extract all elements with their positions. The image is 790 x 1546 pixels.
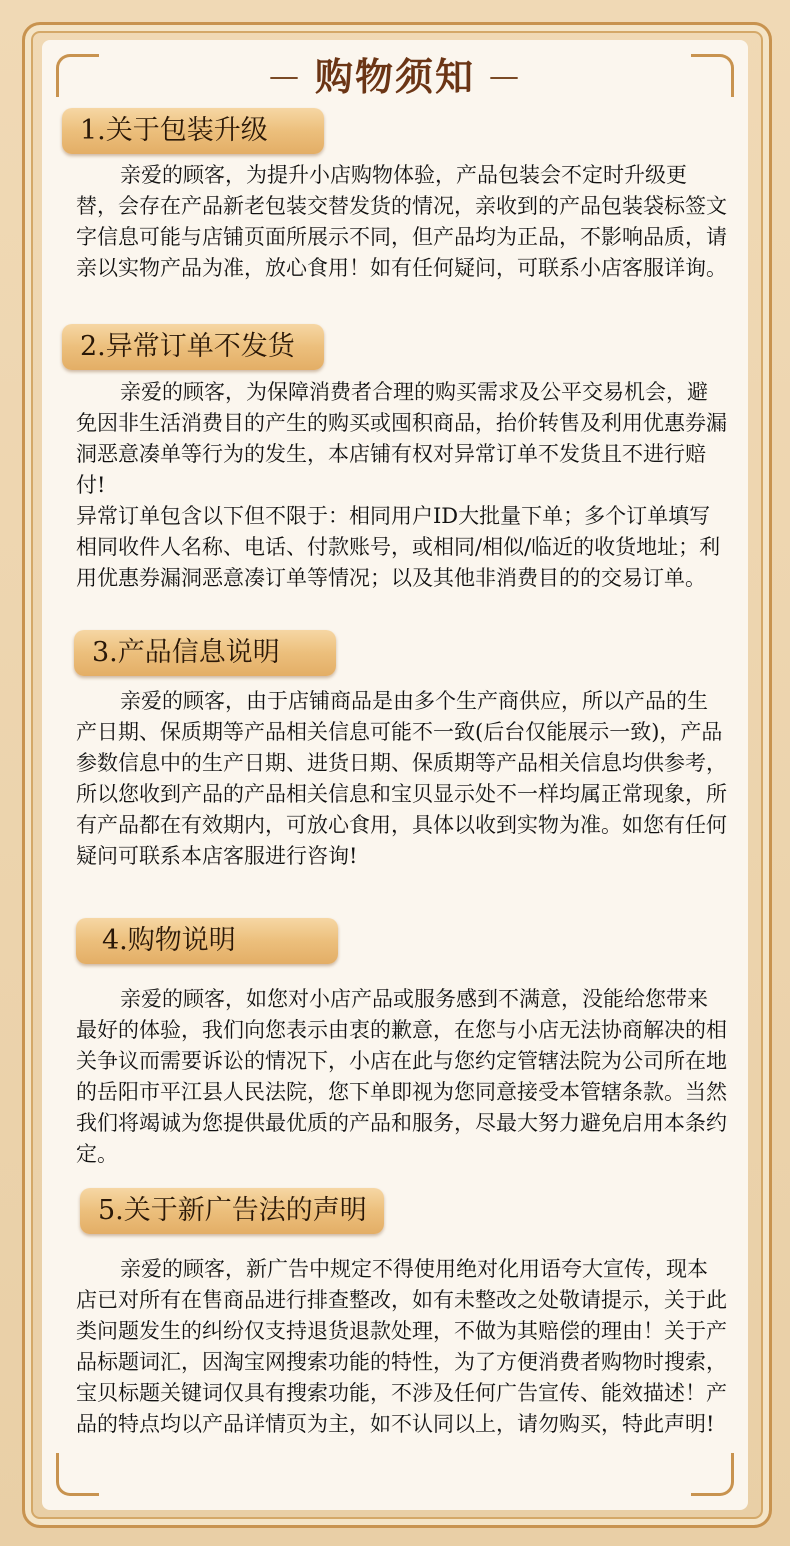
section-heading-shopping-notes: 4.购物说明 <box>76 918 338 964</box>
section-body-abnormal-orders <box>76 377 728 594</box>
paragraph: 异常订单包含以下但不限于：相同用户ID大批量下单；多个订单填写相同收件人名称、电话、付款账号，或相同/相似/临近的收货地址；利用优惠券漏洞恶意凑订单等情况；以及其他非消费目的的交易订单。 <box>76 504 721 590</box>
section-heading-ad-law: 5.关于新广告法的声明 <box>80 1188 384 1234</box>
corner-ornament <box>691 1453 734 1496</box>
section-heading-packaging: 1.关于包装升级 <box>62 108 324 154</box>
paragraph: 亲爱的顾客，为提升小店购物体验，产品包装会不定时升级更替，会存在产品新老包装交替发货的情况，亲收到的产品包装袋标签文字信息可能与店铺页面所展示不同，但产品均为正品，不影响品质，请亲以实物产品为准，放心食用！如有任何疑问，可联系小店客服详询。 <box>76 163 727 280</box>
paragraph: 亲爱的顾客，新广告中规定不得使用绝对化用语夸大宣传，现本店已对所有在售商品进行排查整改，如有未整改之处敬请提示，关于此类问题发生的纠纷仅支持退货退款处理，不做为其赔偿的理由！关于产品标题词汇，因淘宝网搜索功能的特性，为了方便消费者购物时搜索，宝贝标题关键词仅具有搜索功能，不涉及任何广告宣传、能效描述！产品的特点均以产品详情页为主，如不认同以上，请勿购买，特此声明! <box>76 1257 727 1436</box>
title-dash-right: — <box>489 59 521 94</box>
title-dash-left: — <box>268 59 301 94</box>
section-body-product-info <box>76 686 728 872</box>
section-body-packaging <box>76 160 728 284</box>
page-title <box>0 46 790 101</box>
section-body-ad-law <box>76 1254 728 1440</box>
section-heading-product-info: 3.产品信息说明 <box>74 630 336 676</box>
section-heading-abnormal-orders: 2.异常订单不发货 <box>62 324 324 370</box>
section-body-shopping-notes <box>76 984 728 1170</box>
page-title-text: 购物须知 <box>314 54 475 99</box>
paragraph: 亲爱的顾客，由于店铺商品是由多个生产商供应，所以产品的生产日期、保质期等产品相关信息可能不一致(后台仅能展示一致)，产品参数信息中的生产日期、进货日期、保质期等产品相关信息均供参考，所以您收到产品的产品相关信息和宝贝显示处不一样均属正常现象，所有产品都在有效期内，可放心食用，具体以收到实物为准。如您有任何疑问可联系本店客服进行咨询! <box>76 689 727 868</box>
paragraph: 亲爱的顾客，如您对小店产品或服务感到不满意，没能给您带来最好的体验，我们向您表示由衷的歉意，在您与小店无法协商解决的相关争议而需要诉讼的情况下，小店在此与您约定管辖法院为公司所在地的岳阳市平江县人民法院，您下单即视为您同意接受本管辖条款。当然我们将竭诚为您提供最优质的产品和服务，尽最大努力避免启用本条约定。 <box>76 987 727 1166</box>
corner-ornament <box>56 1453 99 1496</box>
paragraph: 亲爱的顾客，为保障消费者合理的购买需求及公平交易机会，避免因非生活消费目的产生的购买或囤积商品，抬价转售及利用优惠券漏洞恶意凑单等行为的发生，本店铺有权对异常订单不发货且不进行赔付! <box>76 380 727 497</box>
